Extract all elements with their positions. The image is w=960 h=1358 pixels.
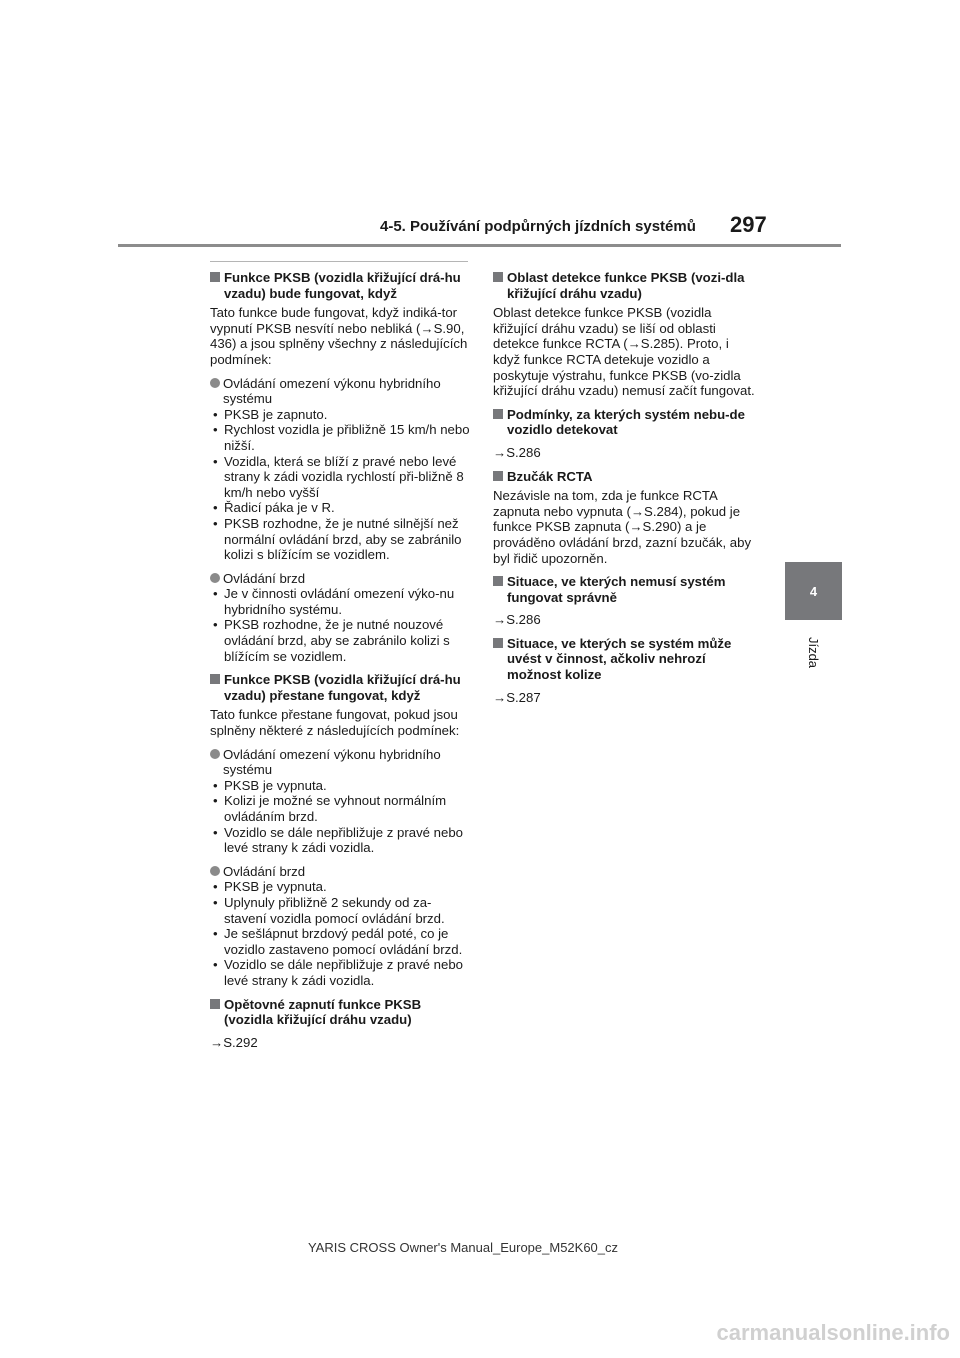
section-heading-text: Bzučák RCTA [507, 468, 593, 484]
list-item: • PKSB je zapnuto. [210, 407, 472, 423]
section-rcta-buzzer [493, 469, 755, 567]
square-bullet-icon [493, 471, 503, 481]
group-heading [210, 376, 472, 407]
section-heading-text: Opětovné zapnutí funkce PKSB (vozidla křižující dráhu vzadu) [224, 996, 422, 1028]
list-item: • Řadicí páka je v R. [210, 500, 472, 516]
circle-bullet-icon [210, 749, 220, 759]
chapter-tab[interactable] [785, 562, 842, 620]
group-hybrid-limit [210, 747, 472, 856]
section-reenable-pksb [210, 997, 472, 1051]
group-heading-text: Ovládání omezení výkonu hybridního systému [223, 746, 441, 778]
watermark: carmanualsonline.info [716, 1320, 950, 1345]
left-column [210, 270, 472, 1058]
square-bullet-icon [210, 999, 220, 1009]
section-heading-text: Funkce PKSB (vozidla křižující drá-hu vzadu) přestane fungovat, když [224, 672, 461, 703]
circle-bullet-icon [210, 378, 220, 388]
list-item: • Kolizi je možné se vyhnout normálním ovládáním brzd. [210, 793, 472, 824]
section-heading-text: Situace, ve kterých nemusí systém fungovat správně [507, 574, 726, 605]
page-reference-link[interactable]: →S.287 [493, 689, 541, 705]
page-number: 297 [730, 212, 767, 237]
list-item: • Vozidlo se dále nepřibližuje z pravé nebo levé strany k zádi vozidla. [210, 825, 472, 856]
square-bullet-icon [493, 638, 503, 648]
list-item: • Je sešlápnut brzdový pedál poté, co je vozidlo zastaveno pomocí ovládání brzd. [210, 926, 472, 957]
square-bullet-icon [210, 674, 220, 684]
section-text: Oblast detekce funkce PKSB (vozidla křižující dráhu vzadu) se liší od oblasti detekce funkce RCTA (→S.285). Proto, i když funkce RCTA detekuje vozidlo a poskytuje výstrahu, funkce PKSB (vo-zidla křižující dráhu vzadu) nemusí začít fungovat. [493, 305, 755, 399]
header-divider [118, 244, 841, 247]
square-bullet-icon [493, 409, 503, 419]
section-heading [493, 574, 755, 605]
section-heading [493, 469, 755, 485]
section-heading-text: Oblast detekce funkce PKSB (vozi-dla křižující dráhu vzadu) [507, 270, 745, 301]
list-item: • Uplynuly přibližně 2 sekundy od za-stavení vozidla pomocí ovládání brzd. [210, 895, 472, 926]
page-reference-link[interactable]: →S.286 [493, 444, 541, 460]
section-pksb-operates [210, 270, 472, 368]
group-heading [210, 747, 472, 778]
right-column [493, 270, 755, 713]
section-pksb-stops [210, 672, 472, 738]
section-heading-text: Situace, ve kterých se systém může uvést v činnost, ačkoliv nehrozí možnost kolize [507, 635, 732, 683]
list-item: • PKSB je vypnuta. [210, 778, 472, 794]
page-reference-link[interactable]: →S.292 [210, 1034, 258, 1050]
section-heading [210, 997, 472, 1028]
list-item: • PKSB je vypnuta. [210, 879, 472, 895]
circle-bullet-icon [210, 866, 220, 876]
section-heading-text: Funkce PKSB (vozidla křižující drá-hu vzadu) bude fungovat, když [224, 270, 461, 301]
condition-list [210, 407, 472, 563]
circle-bullet-icon [210, 573, 220, 583]
list-item: • Vozidlo se dále nepřibližuje z pravé nebo levé strany k zádi vozidla. [210, 957, 472, 988]
group-hybrid-limit [210, 376, 472, 563]
chapter-label-text: Jízda [806, 636, 822, 668]
footer [0, 1240, 960, 1255]
section-intro: Tato funkce přestane fungovat, pokud jsou splněny některé z následujících podmínek: [210, 707, 460, 739]
group-heading-text: Ovládání brzd [223, 570, 306, 586]
list-item: • Vozidla, která se blíží z pravé nebo levé strany k zádi vozidla rychlostí při-bližně 8 km/h nebo vyšší [210, 454, 472, 501]
section-heading [210, 672, 472, 703]
section-heading-text: Podmínky, za kterých systém nebu-de vozidlo detekovat [507, 406, 745, 438]
section-intro: Tato funkce bude fungovat, když indiká-tor vypnutí PKSB nesvítí nebo nebliká (→S.90, 436) a jsou splněny všechny z následujících podmínek: [210, 305, 468, 367]
group-heading [210, 571, 472, 587]
group-heading-text: Ovládání omezení výkonu hybridního systému [223, 375, 441, 407]
section-malfunction [493, 574, 755, 628]
condition-list [210, 778, 472, 856]
section-title: 4-5. Používání podpůrných jízdních systémů [380, 218, 696, 235]
group-brake-control [210, 864, 472, 989]
section-no-detection [493, 407, 755, 461]
condition-list [210, 586, 472, 664]
section-detection-area [493, 270, 755, 399]
section-heading [493, 270, 755, 301]
square-bullet-icon [210, 272, 220, 282]
list-item: • Je v činnosti ovládání omezení výko-nu hybridního systému. [210, 586, 472, 617]
group-heading-text: Ovládání brzd [223, 863, 306, 879]
page-reference-link[interactable]: →S.286 [493, 612, 541, 628]
column-divider [210, 261, 468, 262]
list-item: • PKSB rozhodne, že je nutné silnější než normální ovládání brzd, aby se zabránilo kolizi s blížícím se vozidlem. [210, 516, 472, 563]
condition-list [210, 879, 472, 988]
chapter-label [784, 632, 844, 672]
list-item: • PKSB rozhodne, že je nutné nouzové ovládání brzd, aby se zabránilo kolizi s blížícím se vozidlem. [210, 617, 472, 664]
chapter-number: 4 [809, 583, 818, 599]
section-heading [210, 270, 472, 301]
group-heading [210, 864, 472, 880]
section-heading [493, 407, 755, 438]
section-heading [493, 636, 755, 683]
square-bullet-icon [493, 272, 503, 282]
section-false-activation [493, 636, 755, 705]
manual-id: YARIS CROSS Owner's Manual_Europe_M52K60_cz [307, 1240, 619, 1255]
list-item: • Rychlost vozidla je přibližně 15 km/h nebo nižší. [210, 422, 472, 453]
section-text: Nezávisle na tom, zda je funkce RCTA zapnuta nebo vypnuta (→S.284), pokud je funkce PKSB zapnuta (→S.290) a je prováděno ovládání brzd, zazní bzučák, aby byl řidič upozorněn. [493, 488, 752, 566]
square-bullet-icon [493, 576, 503, 586]
group-brake-control [210, 571, 472, 665]
